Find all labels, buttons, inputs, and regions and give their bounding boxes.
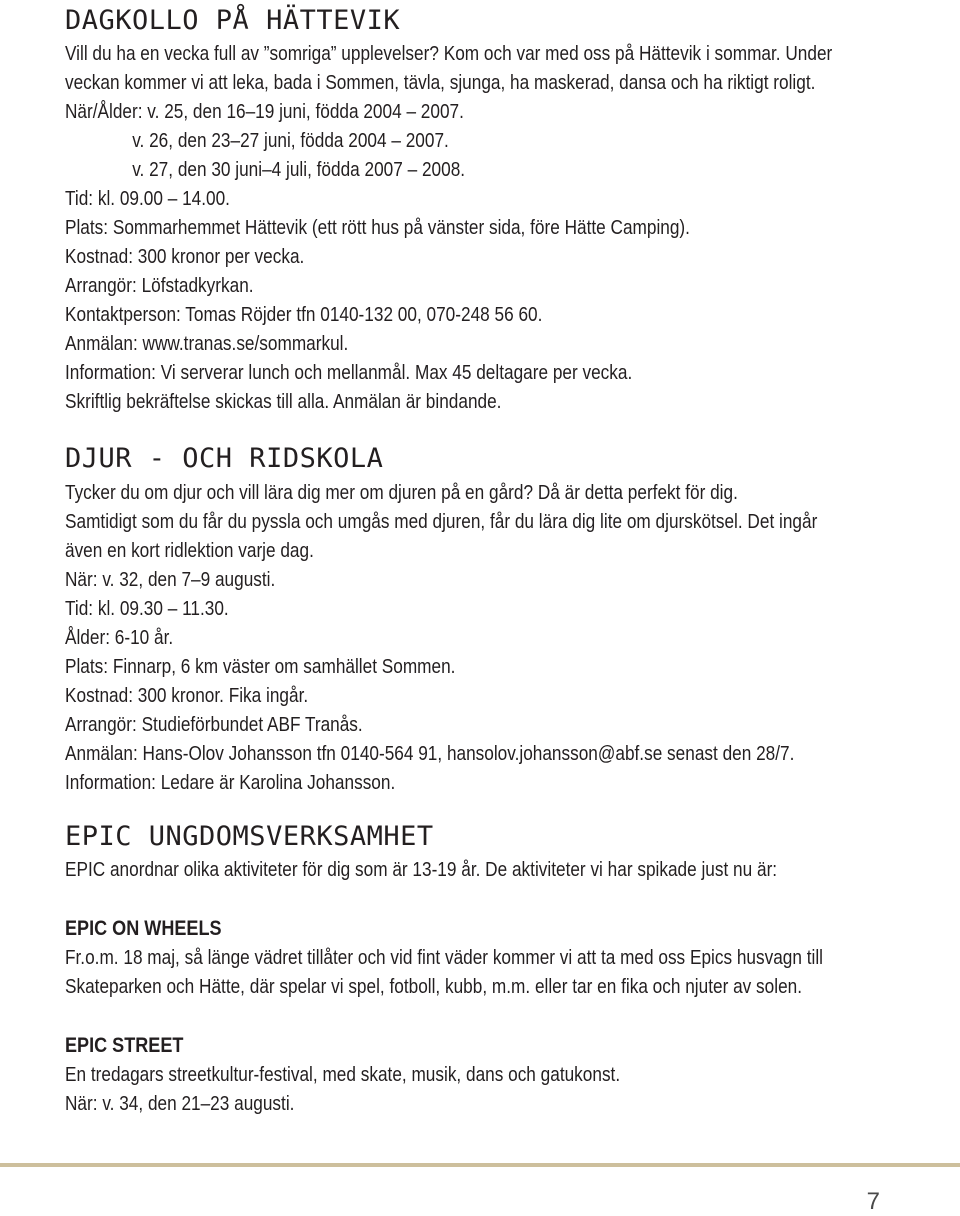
body-line-text: v. 26, den 23–27 juni, födda 2004 – 2007. (132, 129, 449, 152)
body-line: Tycker du om djur och vill lära dig mer om djuren på en gård? Då är detta perfekt för dig. (65, 481, 738, 504)
section-body-epic (65, 855, 913, 884)
body-line: Information: Vi serverar lunch och mellanmål. Max 45 deltagare per vecka. (65, 361, 633, 384)
body-line: Anmälan: Hans-Olov Johansson tfn 0140-564 91, hansolov.johansson@abf.se senast den 28/7. (65, 742, 795, 765)
section-body-epic-on-wheels (65, 943, 960, 1001)
section-dagkollo (65, 4, 960, 416)
section-title-djur: DJUR - OCH RIDSKOLA (65, 443, 384, 474)
body-line: EPIC anordnar olika aktiviteter för dig som är 13-19 år. De aktiviteter vi har spikade just nu är: (65, 858, 778, 881)
body-line (65, 155, 832, 184)
section-epic-street (65, 1033, 726, 1118)
section-body-djur (65, 478, 960, 797)
body-line: Plats: Sommarhemmet Hättevik (ett rött hus på vänster sida, före Hätte Camping). (65, 216, 690, 239)
body-line: Tid: kl. 09.00 – 14.00. (65, 187, 230, 210)
section-djur (65, 442, 960, 797)
section-title-epic: EPIC UNGDOMSVERKSAMHET (65, 821, 434, 852)
body-line: Plats: Finnarp, 6 km väster om samhället Sommen. (65, 655, 456, 678)
subsection-title-epic-on-wheels: EPIC ON WHEELS (65, 917, 222, 940)
body-line: När/Ålder: v. 25, den 16–19 juni, födda 2004 – 2007. (65, 100, 464, 123)
body-line-text: v. 27, den 30 juni–4 juli, födda 2007 – 2008. (132, 158, 466, 181)
body-line: även en kort ridlektion varje dag. (65, 539, 314, 562)
section-body-dagkollo (65, 39, 960, 416)
section-epic (65, 820, 913, 884)
body-line: Vill du ha en vecka full av ”somriga” upplevelser? Kom och var med oss på Hättevik i sommar. Under (65, 42, 833, 65)
body-line: Kontaktperson: Tomas Röjder tfn 0140-132 00, 070-248 56 60. (65, 303, 543, 326)
body-line: Skriftlig bekräftelse skickas till alla. Anmälan är bindande. (65, 390, 502, 413)
section-body-epic-street (65, 1060, 726, 1118)
body-line: En tredagars streetkultur-festival, med skate, musik, dans och gatukonst. (65, 1063, 621, 1086)
body-line: Arrangör: Studieförbundet ABF Tranås. (65, 713, 363, 736)
body-line: Tid: kl. 09.30 – 11.30. (65, 597, 229, 620)
body-line: veckan kommer vi att leka, bada i Sommen, tävla, sjunga, ha maskerad, dansa och ha riktigt roligt. (65, 71, 816, 94)
page-number: 7 (866, 1188, 880, 1215)
body-line (65, 126, 832, 155)
body-line: Anmälan: www.tranas.se/sommarkul. (65, 332, 349, 355)
footer-rule (0, 1163, 960, 1167)
body-line: Arrangör: Löfstadkyrkan. (65, 274, 254, 297)
body-line: Kostnad: 300 kronor per vecka. (65, 245, 305, 268)
body-line: När: v. 34, den 21–23 augusti. (65, 1092, 295, 1115)
subsection-title-epic-street: EPIC STREET (65, 1034, 184, 1057)
section-epic-on-wheels (65, 916, 960, 1001)
body-line: Ålder: 6-10 år. (65, 626, 174, 649)
body-line: Samtidigt som du får du pyssla och umgås med djuren, får du lära dig lite om djurskötsel. Det ingår (65, 510, 818, 533)
body-line: När: v. 32, den 7–9 augusti. (65, 568, 276, 591)
body-line: Skateparken och Hätte, där spelar vi spel, fotboll, kubb, m.m. eller tar en fika och njuter av solen. (65, 975, 803, 998)
body-line: Fr.o.m. 18 maj, så länge vädret tillåter och vid fint väder kommer vi att ta med oss Epics husvagn till (65, 946, 824, 969)
body-line: Kostnad: 300 kronor. Fika ingår. (65, 684, 309, 707)
body-line: Information: Ledare är Karolina Johansson. (65, 771, 396, 794)
section-title-dagkollo: DAGKOLLO PÅ HÄTTEVIK (65, 5, 401, 36)
